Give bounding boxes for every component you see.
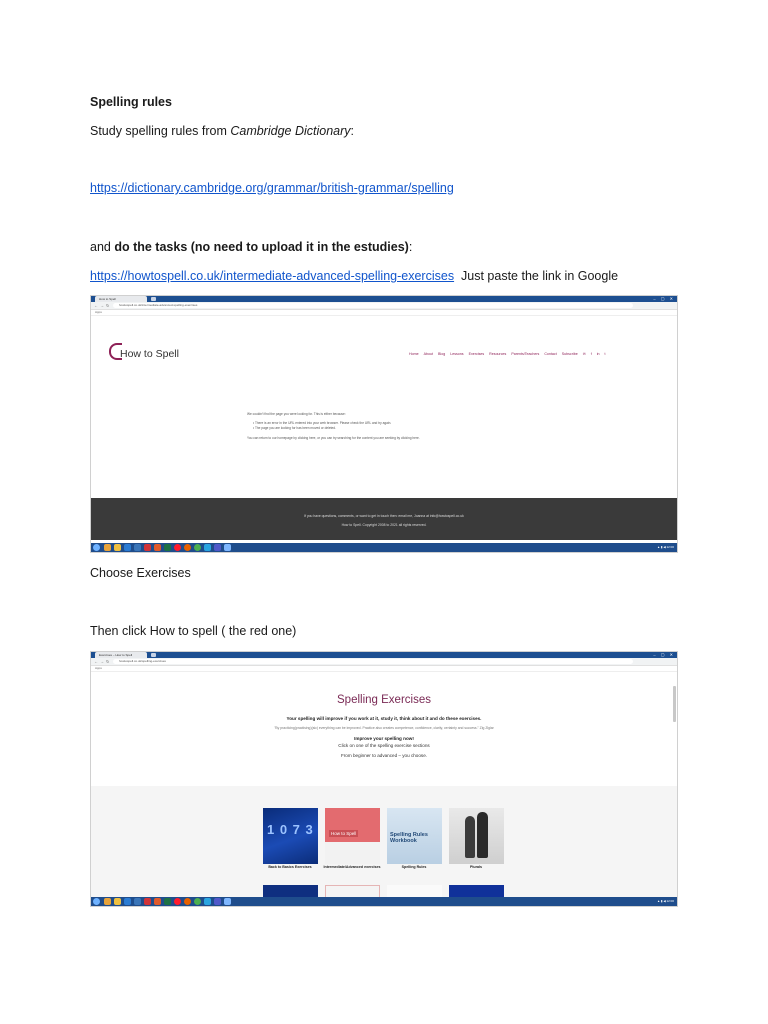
edge-icon[interactable] [204, 544, 211, 551]
pdf-icon[interactable] [154, 544, 161, 551]
word-icon[interactable] [124, 544, 131, 551]
address-bar-row-2 [91, 658, 677, 666]
nav-home[interactable]: Home [409, 352, 419, 356]
opera-icon-2[interactable] [174, 898, 181, 905]
windows-taskbar-2 [91, 897, 677, 906]
back-icon-2[interactable]: ← [94, 659, 98, 664]
bookmarks-bar[interactable]: Apps [91, 310, 677, 316]
beginner-advanced-note: From beginner to advanced – you choose. [340, 753, 428, 758]
site-nav-menu [409, 352, 611, 356]
spelling-exercises-title: Spelling Exercises [337, 694, 431, 706]
study-suffix: : [350, 124, 355, 138]
back-to-basics-caption[interactable]: Back to Basics Exercises [268, 865, 312, 869]
choose-exercises-text: Choose Exercises [90, 566, 191, 580]
nav-about[interactable]: About [423, 352, 433, 356]
windows-taskbar [91, 543, 677, 552]
app-icon[interactable] [224, 544, 231, 551]
screenshot-spelling-exercises-page [90, 651, 678, 907]
torn-paper-art [325, 842, 380, 864]
paste-link-note: Just paste the link in Google [454, 269, 619, 283]
system-tray[interactable]: ▲ ▮ ◀ 12:00 [657, 545, 674, 549]
explorer-icon-2[interactable] [104, 898, 111, 905]
error-title: We couldn't find the page you were looking for. This is either because: [247, 412, 346, 416]
intermediate-advanced-caption[interactable]: Intermediate/Advanced exercises [323, 865, 381, 869]
new-tab-icon[interactable] [151, 297, 156, 301]
nav-resources[interactable]: Resources [489, 352, 507, 356]
how-to-spell-logo[interactable] [109, 343, 179, 360]
error-item-2: • The page you are looking for has been moved or deleted. [253, 426, 336, 430]
plurals-caption[interactable]: Plurals [470, 865, 482, 869]
spelling-rules-caption[interactable]: Spelling Rules [401, 865, 427, 869]
tasks-instruction: do the tasks (no need to upload it in the estudies) [114, 240, 409, 254]
howtospell-exercises-link[interactable]: https://howtospell.co.uk/intermediate-advanced-spelling-exercises [90, 269, 455, 283]
nav-blog[interactable]: Blog [438, 352, 446, 356]
footer-contact: If you have questions, comments, or want to get in touch then: email me, Joanna at info@howtospell.co.uk [304, 514, 464, 518]
cambridge-link-line [90, 181, 454, 195]
improve-now-heading: Improve your spelling now! [354, 736, 414, 741]
workbook-cover-title: Spelling Rules Workbook [390, 832, 428, 844]
heading-spelling-rules: Spelling rules [90, 95, 172, 109]
cambridge-dictionary-label: Cambridge Dictionary [230, 124, 351, 138]
explorer-icon[interactable] [104, 544, 111, 551]
study-line [90, 124, 354, 138]
spelling-rules-card[interactable] [387, 808, 442, 864]
intermediate-advanced-card[interactable] [325, 808, 380, 864]
nav-exercises[interactable]: Exercises [468, 352, 485, 356]
person-figure-1 [465, 816, 475, 858]
facebook-icon[interactable]: f [590, 352, 592, 356]
ziglar-quote: "By practicing(practising)(sic) everything can be improved. Practice also creates competence, confidence, clarity, certainty and success." Zig Ziglar [274, 726, 494, 730]
cambridge-spelling-link[interactable]: https://dictionary.cambridge.org/grammar/british-grammar/spelling [90, 181, 454, 195]
site-footer [91, 498, 677, 540]
start-icon[interactable] [93, 544, 100, 551]
back-icon[interactable]: ← [94, 303, 98, 308]
tasks-prefix: and [90, 240, 115, 254]
logo-text: How to Spell [120, 348, 179, 360]
system-tray-2[interactable]: ▲ ▮ ◀ 12:00 [657, 899, 674, 903]
firefox-icon[interactable] [184, 544, 191, 551]
then-click-text: Then click How to spell ( the red one) [90, 624, 297, 638]
nav-contact[interactable]: Contact [544, 352, 557, 356]
folder-icon-2[interactable] [114, 898, 121, 905]
pdf-icon-2[interactable] [154, 898, 161, 905]
window-controls-2[interactable]: – ▢ ✕ [653, 652, 675, 657]
url-field[interactable]: howtospell.co.uk/intermediate-advanced-spelling-exercises [113, 303, 633, 308]
person-figure-2 [477, 812, 488, 858]
back-to-basics-card[interactable] [263, 808, 318, 864]
browser-tab[interactable]: How to Spell [95, 296, 147, 302]
bookmarks-bar-2[interactable]: Apps [91, 666, 677, 672]
chrome-icon-2[interactable] [194, 898, 201, 905]
browser-tab-2[interactable]: Exercises – How to Spell [95, 652, 147, 658]
outlook-icon[interactable] [134, 544, 141, 551]
screenshot-not-found-page [90, 295, 678, 553]
url-field-2[interactable]: howtospell.co.uk/spelling-exercises [113, 659, 633, 664]
excel-icon-2[interactable] [164, 898, 171, 905]
tasks-line [90, 240, 412, 254]
forward-icon-2[interactable]: → [100, 659, 104, 664]
opera-icon[interactable] [174, 544, 181, 551]
numbers-artwork: 1 0 7 3 [267, 822, 314, 837]
tasks-suffix: : [408, 240, 413, 254]
exercises-tagline: Your spelling will improve if you work at it, study it, think about it and do these exercises. [286, 716, 482, 721]
email-icon[interactable]: ✉ [582, 352, 586, 356]
study-prefix: Study spelling rules from [90, 124, 231, 138]
powerpoint-icon-2[interactable] [144, 898, 151, 905]
window-controls[interactable]: – ▢ ✕ [653, 296, 675, 301]
linkedin-icon[interactable]: in [596, 352, 600, 356]
address-bar-row [91, 302, 677, 310]
powerpoint-icon[interactable] [144, 544, 151, 551]
error-footer: You can return to our homepage by clicking here, or you can try searching for the content you are seeking by clicking here. [247, 436, 420, 440]
click-one-instruction: Click on one of the spelling exercise sections [338, 743, 430, 748]
error-item-1: • There is an error in the URL entered into your web browser. Please check the URL and try again. [253, 421, 392, 425]
forward-icon[interactable]: → [100, 303, 104, 308]
error-item-2-text: The page you are looking for has been moved or deleted. [254, 426, 336, 430]
folder-icon[interactable] [114, 544, 121, 551]
teams-icon-2[interactable] [214, 898, 221, 905]
howtospell-link-line [90, 269, 618, 283]
how-to-spell-card-label: How to Spell [331, 831, 357, 836]
excel-icon[interactable] [164, 544, 171, 551]
nav-parents-teachers[interactable]: Parents/Teachers [511, 352, 540, 356]
app-icon-2[interactable] [224, 898, 231, 905]
chrome-icon[interactable] [194, 544, 201, 551]
exercise-cards-section [91, 786, 677, 907]
outlook-icon-2[interactable] [134, 898, 141, 905]
new-tab-icon-2[interactable] [151, 653, 156, 657]
reload-icon[interactable]: ↻ [106, 303, 110, 308]
start-icon-2[interactable] [93, 898, 100, 905]
twitter-icon[interactable]: t [604, 352, 606, 356]
error-item-1-text: There is an error in the URL entered into your web browser. Please check the URL and try again. [254, 421, 392, 425]
nav-lessons[interactable]: Lessons [450, 352, 464, 356]
plurals-card[interactable] [449, 808, 504, 864]
nav-subscribe[interactable]: Subscribe [561, 352, 578, 356]
edge-icon-2[interactable] [204, 898, 211, 905]
word-icon-2[interactable] [124, 898, 131, 905]
reload-icon-2[interactable]: ↻ [106, 659, 110, 664]
firefox-icon-2[interactable] [184, 898, 191, 905]
footer-copyright: How to Spell. Copyright 2008 to 2021 all rights reserved. [341, 523, 427, 527]
teams-icon[interactable] [214, 544, 221, 551]
